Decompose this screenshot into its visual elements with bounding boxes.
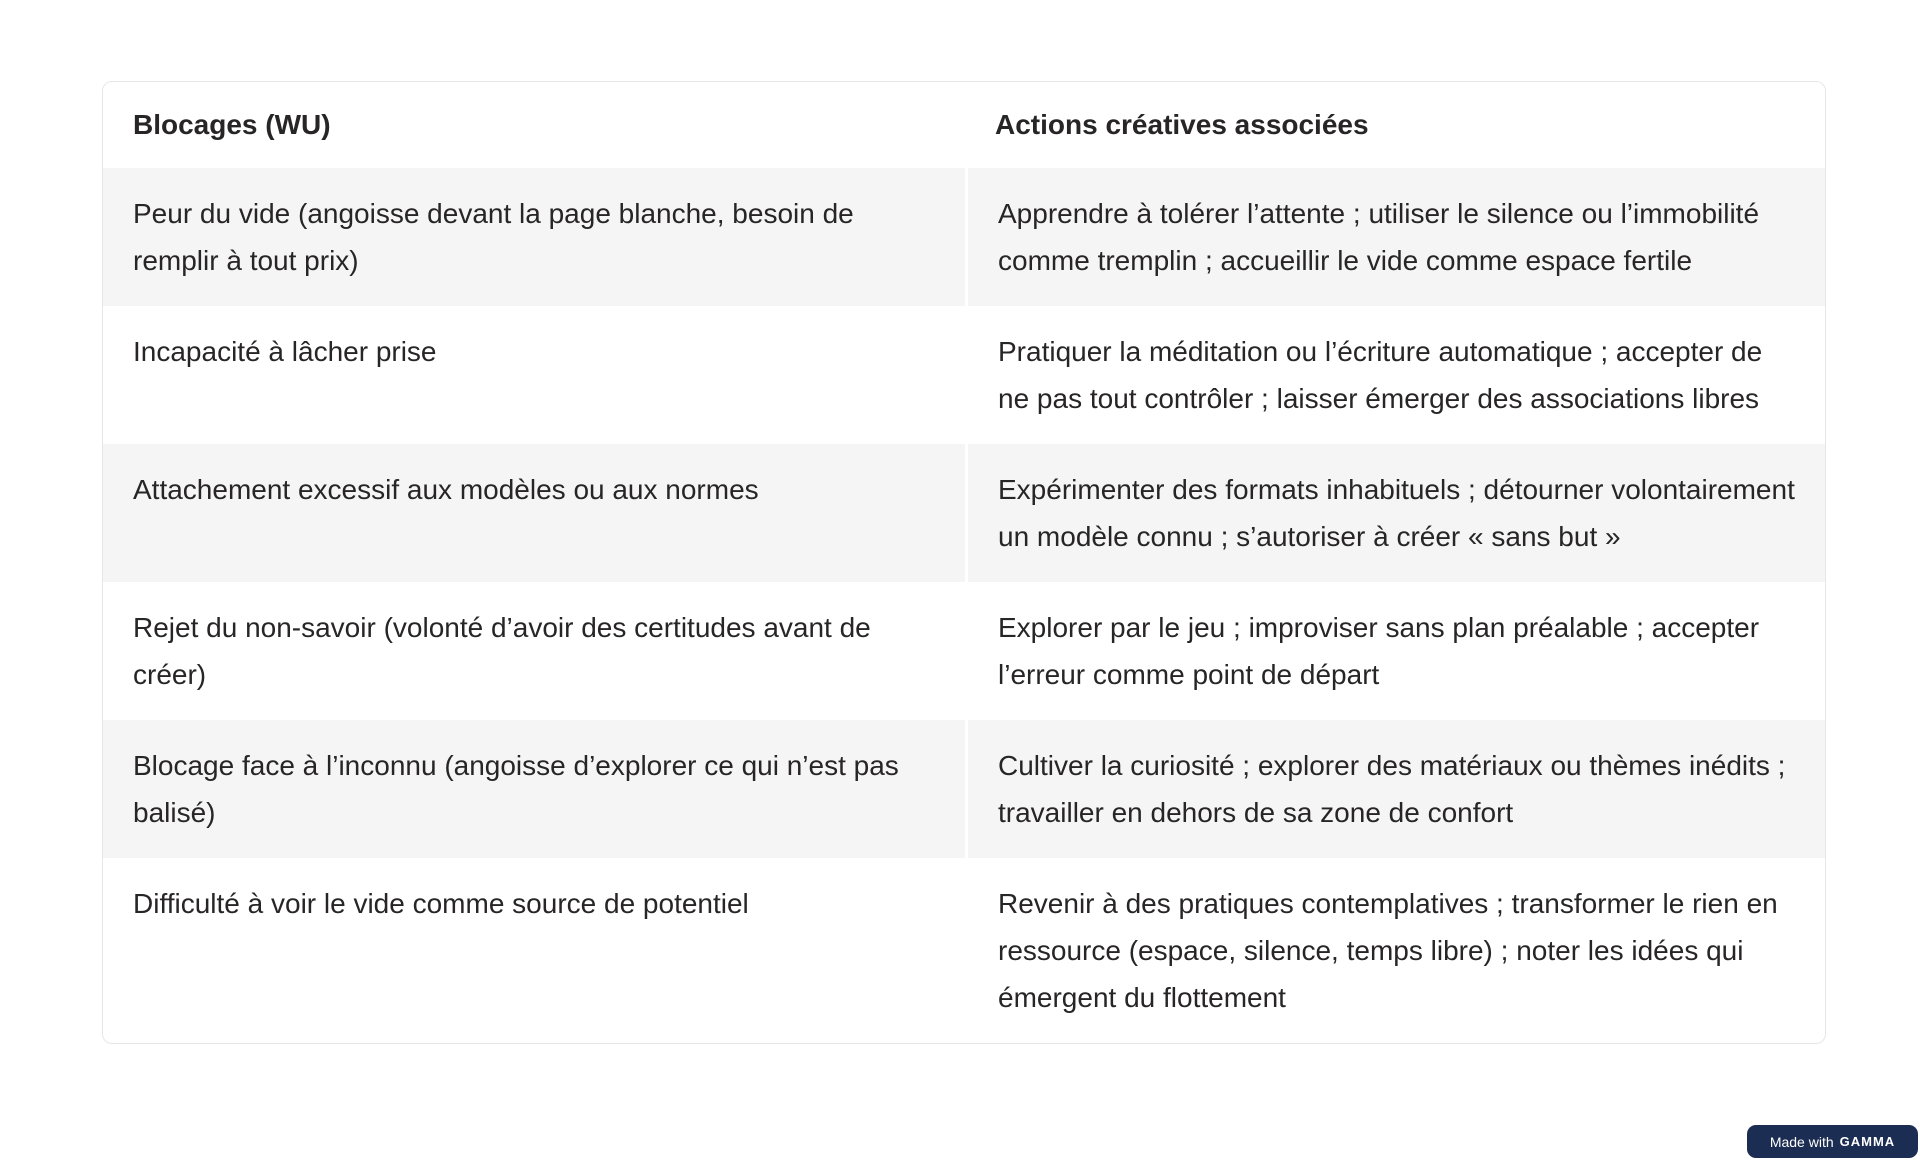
header-cell-actions: Actions créatives associées — [965, 82, 1825, 168]
gamma-logo: GAMMA — [1839, 1134, 1896, 1149]
made-with-gamma-badge[interactable] — [1747, 1125, 1918, 1158]
table-header-row — [103, 82, 1825, 168]
action-cell: Expérimenter des formats inhabituels ; détourner volontairement un modèle connu ; s’autoriser à créer « sans but » — [965, 444, 1825, 582]
blocage-cell: Incapacité à lâcher prise — [133, 336, 437, 367]
blocage-cell: Difficulté à voir le vide comme source de potentiel — [133, 888, 749, 919]
blocage-cell: Rejet du non-savoir (volonté d’avoir des certitudes avant de créer) — [133, 612, 871, 690]
table-row — [103, 720, 1825, 858]
action-cell: Apprendre à tolérer l’attente ; utiliser le silence ou l’immobilité comme tremplin ; accueillir le vide comme espace fertile — [965, 168, 1825, 306]
action-cell: Explorer par le jeu ; improviser sans plan préalable ; accepter l’erreur comme point de départ — [965, 582, 1825, 720]
table-row — [103, 858, 1825, 1043]
badge-prefix: Made with — [1769, 1133, 1834, 1150]
table-row — [103, 444, 1825, 582]
comparison-table — [102, 81, 1826, 1044]
table-row — [103, 582, 1825, 720]
blocage-cell: Peur du vide (angoisse devant la page blanche, besoin de remplir à tout prix) — [103, 168, 965, 306]
blocage-cell: Attachement excessif aux modèles ou aux normes — [103, 444, 965, 582]
action-cell: Revenir à des pratiques contemplatives ; transformer le rien en ressource (espace, silence, temps libre) ; noter les idées qui émergent du flottement — [965, 858, 1825, 1043]
header-cell-blocages: Blocages (WU) — [103, 82, 965, 168]
table-row — [103, 306, 1825, 444]
table-row — [103, 168, 1825, 306]
action-cell: Pratiquer la méditation ou l’écriture automatique ; accepter de ne pas tout contrôler ; laisser émerger des associations libres — [965, 306, 1825, 444]
blocage-cell: Blocage face à l’inconnu (angoisse d’explorer ce qui n’est pas balisé) — [103, 720, 965, 858]
action-cell: Cultiver la curiosité ; explorer des matériaux ou thèmes inédits ; travailler en dehors de sa zone de confort — [965, 720, 1825, 858]
